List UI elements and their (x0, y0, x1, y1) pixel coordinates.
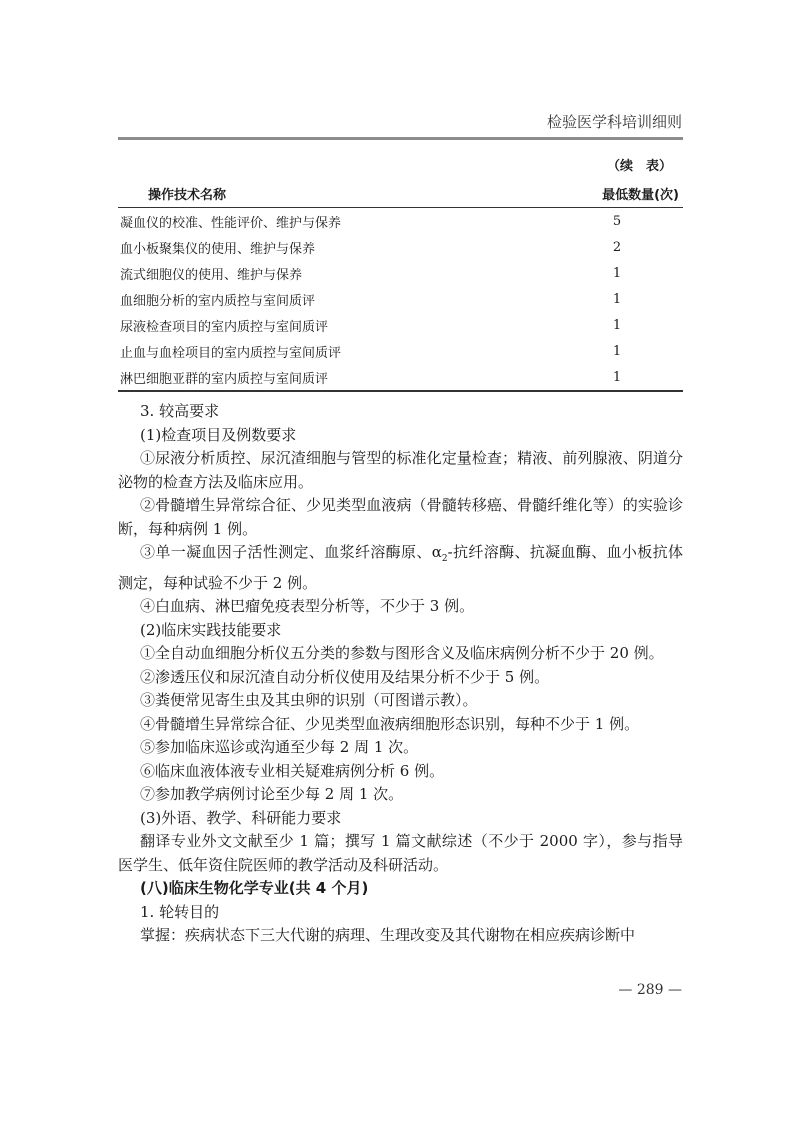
paragraph: ④白血病、淋巴瘤免疫表型分析等，不少于 3 例。 (140, 597, 475, 615)
paragraph: ②骨髓增生异常综合征、少见类型血液病（骨髓转移癌、骨髓纤维化等）的实验诊断，每种病例 1 例。 (118, 496, 683, 538)
row-qty: 1 (612, 291, 622, 307)
running-header: 检验医学科培训细则 (546, 113, 682, 131)
operations-table (118, 180, 683, 392)
paragraph: ①尿液分析质控、尿沉渣细胞与管型的标准化定量检查；精液、前列腺液、阴道分泌物的检查方法及临床应用。 (118, 449, 683, 491)
row-name: 凝血仪的校准、性能评价、维护与保养 (120, 215, 342, 231)
paragraph: 掌握：疾病状态下三大代谢的病理、生理改变及其代谢物在相应疾病诊断中 (140, 926, 636, 944)
subsection-heading: (3)外语、教学、科研能力要求 (140, 808, 342, 827)
table-row (118, 208, 683, 235)
table-row (118, 286, 683, 312)
chapter-heading: (八)临床生物化学专业(共 4 个月) (140, 879, 369, 897)
paragraph: ②渗透压仪和尿沉渣自动分析仪使用及结果分析不少于 5 例。 (140, 667, 550, 686)
page-number: — 289 — (618, 982, 682, 998)
row-name: 淋巴细胞亚群的室内质控与室间质评 (118, 364, 482, 391)
paragraph: ⑥临床血液体液专业相关疑难病例分析 6 例。 (140, 761, 445, 780)
section-heading: 3. 较高要求 (140, 402, 220, 420)
subscript: 2 (441, 554, 448, 564)
table-row (118, 364, 683, 391)
row-name: 流式细胞仪的使用、维护与保养 (120, 267, 303, 283)
header-rule (118, 137, 683, 140)
table-header-row (118, 180, 683, 208)
paragraph: ⑤参加临床巡诊或沟通至少每 2 周 1 次。 (140, 738, 419, 756)
row-name: 止血与血栓项目的室内质控与室间质评 (120, 345, 342, 361)
row-qty: 2 (612, 239, 622, 255)
subsection-heading: (2)临床实践技能要求 (140, 620, 282, 639)
paragraph-part: -抗纤溶酶、抗凝血酶、血小板抗体测定，每种试验不少于 2 例。 (118, 543, 683, 592)
paragraph: ⑦参加教学病例讨论至少每 2 周 1 次。 (140, 785, 404, 803)
row-qty: 1 (612, 317, 622, 333)
body-text (118, 400, 683, 948)
row-qty: 1 (612, 343, 622, 359)
row-qty: 5 (612, 213, 622, 229)
table-row (118, 260, 683, 286)
col-header-name: 操作技术名称 (118, 180, 482, 208)
table-continued-label: （续 表） (606, 159, 672, 174)
row-name: 血细胞分析的室内质控与室间质评 (120, 293, 316, 309)
paragraph (118, 541, 683, 595)
paragraph: ④骨髓增生异常综合征、少见类型血液病细胞形态识别，每种不少于 1 例。 (140, 714, 640, 733)
row-name: 尿液检查项目的室内质控与室间质评 (120, 319, 329, 335)
table-row (118, 234, 683, 260)
paragraph-part: ③单一凝血因子活性测定、血浆纤溶酶原、α (140, 543, 442, 561)
subsection-heading: (1)检查项目及例数要求 (140, 425, 297, 444)
table-row (118, 338, 683, 364)
row-name: 血小板聚集仪的使用、维护与保养 (120, 241, 316, 257)
section-heading: 1. 轮转目的 (140, 902, 220, 921)
paragraph: ①全自动血细胞分析仪五分类的参数与图形含义及临床病例分析不少于 20 例。 (140, 644, 664, 662)
paragraph: 翻译专业外文文献至少 1 篇；撰写 1 篇文献综述（不少于 2000 字），参与指导医学生、低年资住院医师的教学活动及科研活动。 (118, 832, 683, 874)
row-qty: 1 (612, 265, 622, 281)
col-header-qty: 最低数量(次) (482, 180, 683, 208)
table-row (118, 312, 683, 338)
row-qty: 1 (482, 364, 683, 391)
paragraph: ③粪便常见寄生虫及其虫卵的识别（可图谱示教）。 (140, 691, 478, 709)
